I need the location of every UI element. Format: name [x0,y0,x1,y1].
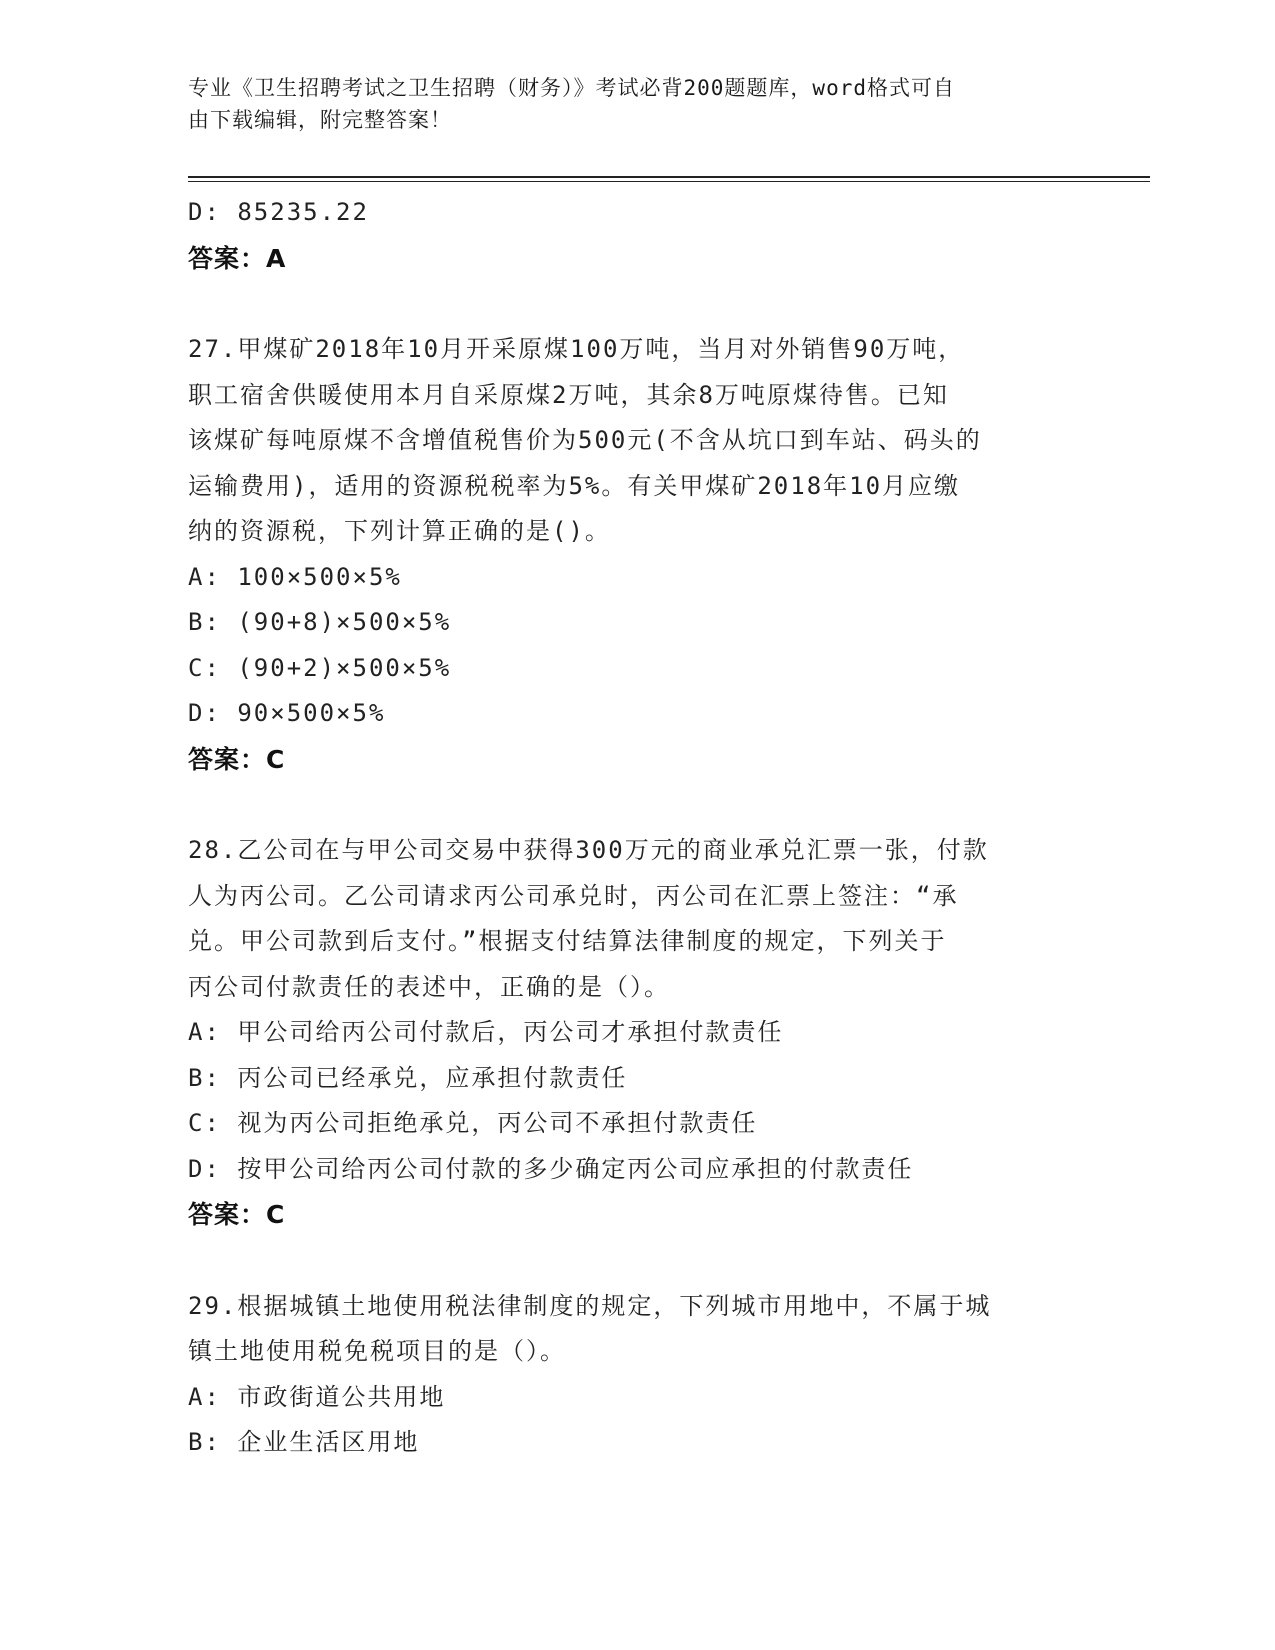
option-a: A: 100×500×5% [188,562,402,591]
document-body [188,190,1088,1466]
option-b: B: 企业生活区用地 [188,1428,420,1456]
option-d: D: 85235.22 [188,198,369,226]
question-text-line: 运输费用)，适用的资源税税率为5%。有关甲煤矿2018年10月应缴 [188,471,961,500]
answer-line: 答案：C [188,744,286,774]
option-c: C: (90+2)×500×5% [188,653,452,682]
spacer [188,782,1088,828]
option-d: D: 按甲公司给丙公司付款的多少确定丙公司应承担的付款责任 [188,1154,914,1183]
question-text-line: 人为丙公司。乙公司请求丙公司承兑时，丙公司在汇票上签注：“承 [188,881,959,910]
question-text-line: 镇土地使用税免税项目的是（）。 [188,1337,566,1365]
option-d: D: 90×500×5% [188,699,386,727]
document-header [188,72,1068,136]
question-29 [188,1284,1088,1466]
question-text-line: 该煤矿每吨原煤不含增值税售价为500元(不含从坑口到车站、码头的 [188,426,982,454]
option-a: A: 市政街道公共用地 [188,1382,446,1411]
question-text-line: 兑。甲公司款到后支付。”根据支付结算法律制度的规定，下列关于 [188,927,947,955]
header-line-1: 专业《卫生招聘考试之卫生招聘（财务）》考试必背200题题库，word格式可自 [188,76,955,100]
option-c: C: 视为丙公司拒绝承兑，丙公司不承担付款责任 [188,1109,758,1137]
spacer [188,281,1088,327]
option-a: A: 甲公司给丙公司付款后，丙公司才承担付款责任 [188,1018,784,1046]
question-text-line: 纳的资源税，下列计算正确的是()。 [188,517,611,545]
spacer [188,1238,1088,1284]
answer-line: 答案：C [188,1200,286,1229]
header-line-2: 由下载编辑，附完整答案！ [188,108,452,132]
answer-line: 答案：A [188,243,287,273]
question-28 [188,828,1088,1238]
question-26-tail [188,190,1088,281]
question-27 [188,327,1088,782]
option-b: B: (90+8)×500×5% [188,608,452,636]
header-divider-thick [188,176,1150,178]
question-text-line: 职工宿舍供暖使用本月自采原煤2万吨，其余8万吨原煤待售。已知 [188,380,949,409]
question-text-line: 27.甲煤矿2018年10月开采原煤100万吨，当月对外销售90万吨， [188,335,965,363]
header-divider-thin [188,181,1150,182]
question-text-line: 丙公司付款责任的表述中，正确的是（）。 [188,972,670,1001]
question-text-line: 29.根据城镇土地使用税法律制度的规定，下列城市用地中，不属于城 [188,1291,992,1320]
option-b: B: 丙公司已经承兑，应承担付款责任 [188,1063,628,1092]
question-text-line: 28.乙公司在与甲公司交易中获得300万元的商业承兑汇票一张，付款 [188,836,989,864]
